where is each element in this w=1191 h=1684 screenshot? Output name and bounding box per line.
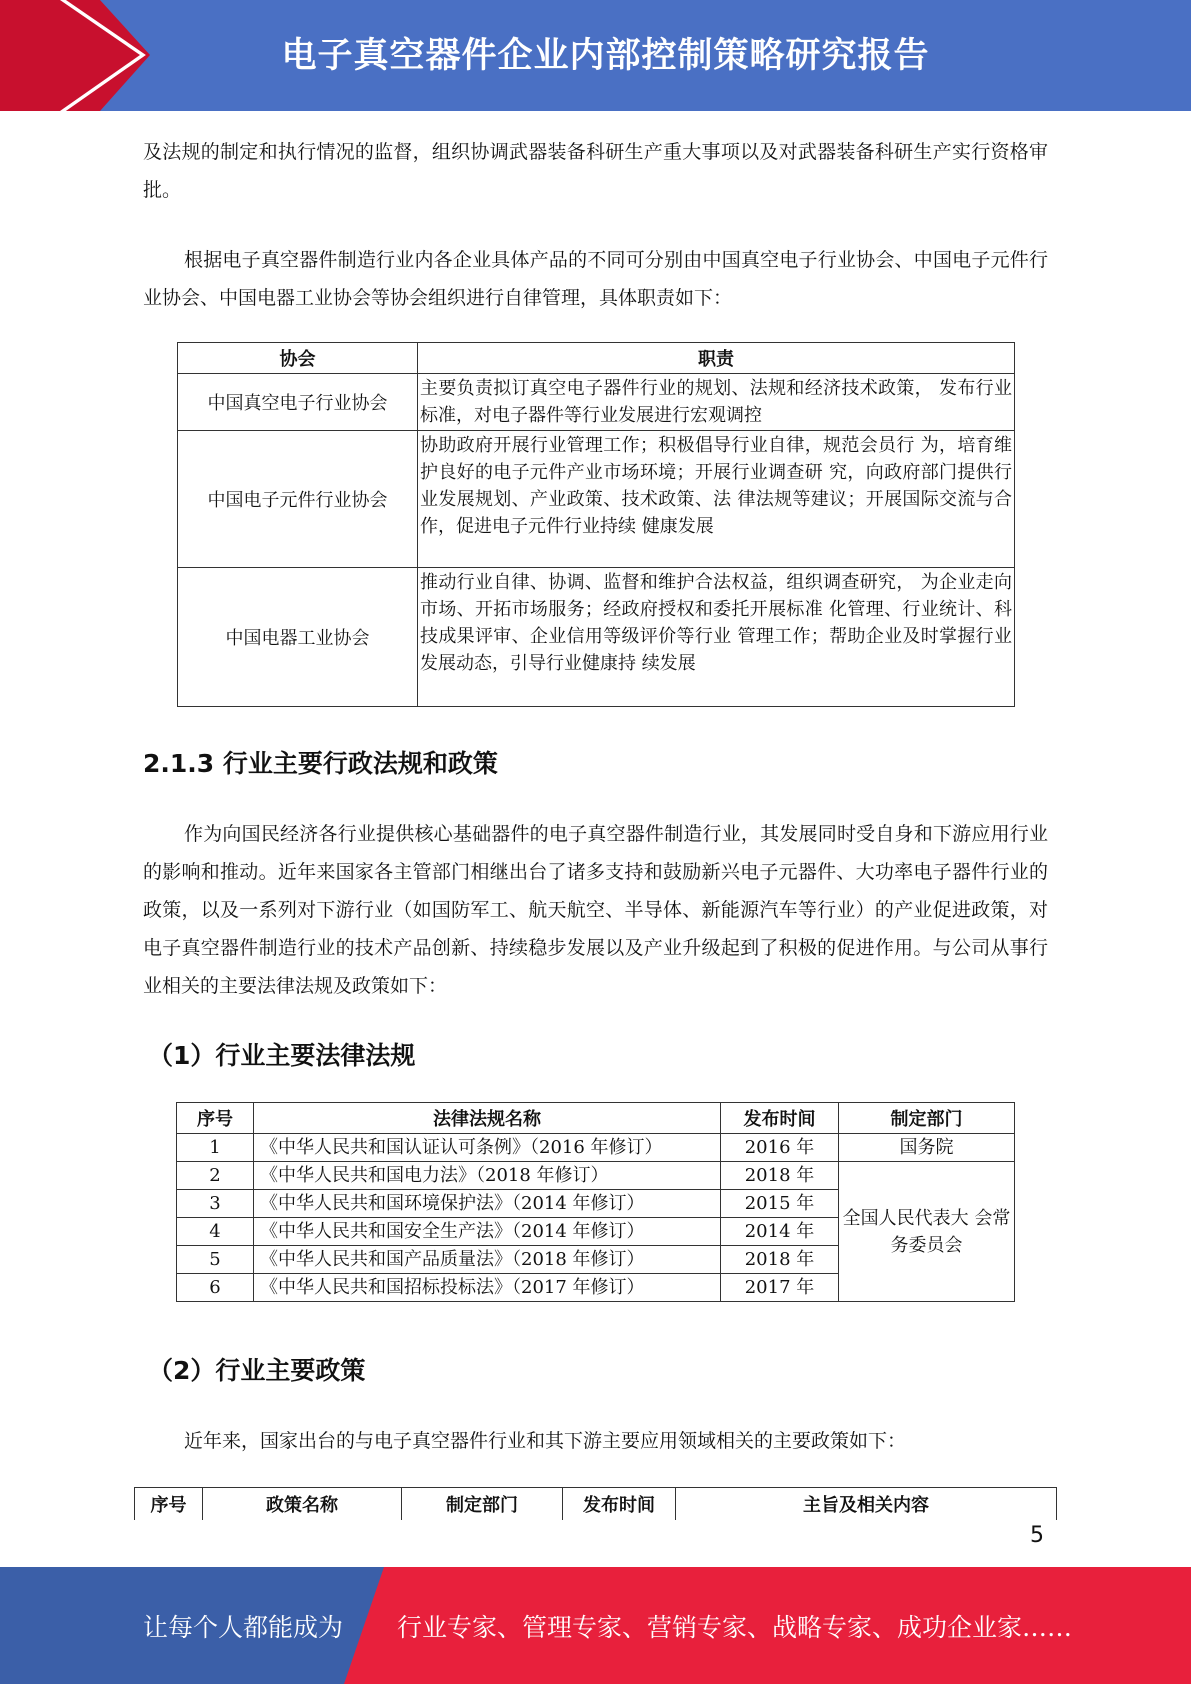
law-year: 2016 年 [721, 1134, 839, 1162]
footer-slogan-left: 让每个人都能成为 [143, 1612, 344, 1642]
table-row [178, 374, 1015, 431]
table-row [178, 431, 1015, 568]
law-no: 3 [177, 1190, 254, 1218]
laws-table [176, 1102, 1015, 1302]
law-name: 《中华人民共和国认证认可条例》（2016 年修订） [254, 1134, 721, 1162]
law-no: 6 [177, 1274, 254, 1302]
table-header: 制定部门 [402, 1488, 563, 1521]
law-name: 《中华人民共和国环境保护法》（2014 年修订） [254, 1190, 721, 1218]
association-name: 中国电器工业协会 [178, 568, 418, 707]
table-row [178, 568, 1015, 707]
law-name: 《中华人民共和国招标投标法》（2017 年修订） [254, 1274, 721, 1302]
law-year: 2015 年 [721, 1190, 839, 1218]
paragraph-3: 作为向国民经济各行业提供核心基础器件的电子真空器件制造行业，其发展同时受自身和下游应用行业的影响和推动。近年来国家各主管部门相继出台了诸多支持和鼓励新兴电子元器件、大功率电子器件行业的政策，以及一系列对下游行业（如国防军工、航天航空、半导体、新能源汽车等行业）的产业促进政策，对电子真空器件制造行业的技术产品创新、持续稳步发展以及产业升级起到了积极的促进作用。与公司从事行业相关的主要法律法规及政策如下： [143, 823, 1048, 997]
association-duty: 协助政府开展行业管理工作；积极倡导行业自律，规范会员行 为，培育维护良好的电子元件产业市场环境；开展行业调查研 究，向政府部门提供行业发展规划、产业政策、技术政策、法 律法规等建议；开展国际交流与合作，促进电子元件行业持续 健康发展 [418, 431, 1015, 568]
footer-slogan-right: 行业专家、管理专家、营销专家、战略专家、成功企业家…… [397, 1612, 1073, 1642]
footer-banner [0, 1567, 1191, 1684]
law-name: 《中华人民共和国电力法》（2018 年修订） [254, 1162, 721, 1190]
table-header: 序号 [135, 1488, 203, 1521]
table-row [177, 1134, 1015, 1162]
law-no: 4 [177, 1218, 254, 1246]
law-dept: 国务院 [839, 1134, 1015, 1162]
law-name: 《中华人民共和国产品质量法》（2018 年修订） [254, 1246, 721, 1274]
subsection-heading-laws: （1）行业主要法律法规 [148, 1041, 416, 1070]
law-year: 2018 年 [721, 1162, 839, 1190]
association-table [177, 342, 1015, 707]
association-duty: 主要负责拟订真空电子器件行业的规划、法规和经济技术政策， 发布行业标准，对电子器件等行业发展进行宏观调控 [418, 374, 1015, 431]
table-header: 职责 [418, 343, 1015, 374]
law-year: 2018 年 [721, 1246, 839, 1274]
table-row [177, 1162, 1015, 1190]
table-header: 发布时间 [721, 1103, 839, 1134]
page-number: 5 [1030, 1523, 1044, 1548]
table-header: 序号 [177, 1103, 254, 1134]
association-name: 中国真空电子行业协会 [178, 374, 418, 431]
law-dept: 全国人民代表大 会常务委员会 [839, 1162, 1015, 1302]
law-year: 2014 年 [721, 1218, 839, 1246]
table-header: 发布时间 [563, 1488, 676, 1521]
header-banner [0, 0, 1191, 111]
table-header: 协会 [178, 343, 418, 374]
law-year: 2017 年 [721, 1274, 839, 1302]
table-header: 制定部门 [839, 1103, 1015, 1134]
subsection-heading-policies: （2）行业主要政策 [148, 1356, 366, 1385]
table-header: 主旨及相关内容 [676, 1488, 1057, 1521]
policy-table [134, 1487, 1057, 1520]
paragraph-4: 近年来，国家出台的与电子真空器件行业和其下游主要应用领域相关的主要政策如下： [184, 1430, 907, 1452]
association-name: 中国电子元件行业协会 [178, 431, 418, 568]
table-header: 法律法规名称 [254, 1103, 721, 1134]
section-heading: 2.1.3 行业主要行政法规和政策 [143, 749, 498, 778]
table-header: 政策名称 [203, 1488, 402, 1521]
law-no: 2 [177, 1162, 254, 1190]
association-duty: 推动行业自律、协调、监督和维护合法权益，组织调查研究， 为企业走向市场、开拓市场服务；经政府授权和委托开展标准 化管理、行业统计、科技成果评审、企业信用等级评价等行业 管理工作；帮助企业及时掌握行业发展动态，引导行业健康持 续发展 [418, 568, 1015, 707]
law-no: 5 [177, 1246, 254, 1274]
law-no: 1 [177, 1134, 254, 1162]
paragraph-1: 及法规的制定和执行情况的监督，组织协调武器装备科研生产重大事项以及对武器装备科研生产实行资格审批。 [143, 141, 1048, 201]
paragraph-2: 根据电子真空器件制造行业内各企业具体产品的不同可分别由中国真空电子行业协会、中国电子元件行业协会、中国电器工业协会等协会组织进行自律管理，具体职责如下： [143, 249, 1048, 309]
report-title: 电子真空器件企业内部控制策略研究报告 [281, 36, 930, 76]
law-name: 《中华人民共和国安全生产法》（2014 年修订） [254, 1218, 721, 1246]
